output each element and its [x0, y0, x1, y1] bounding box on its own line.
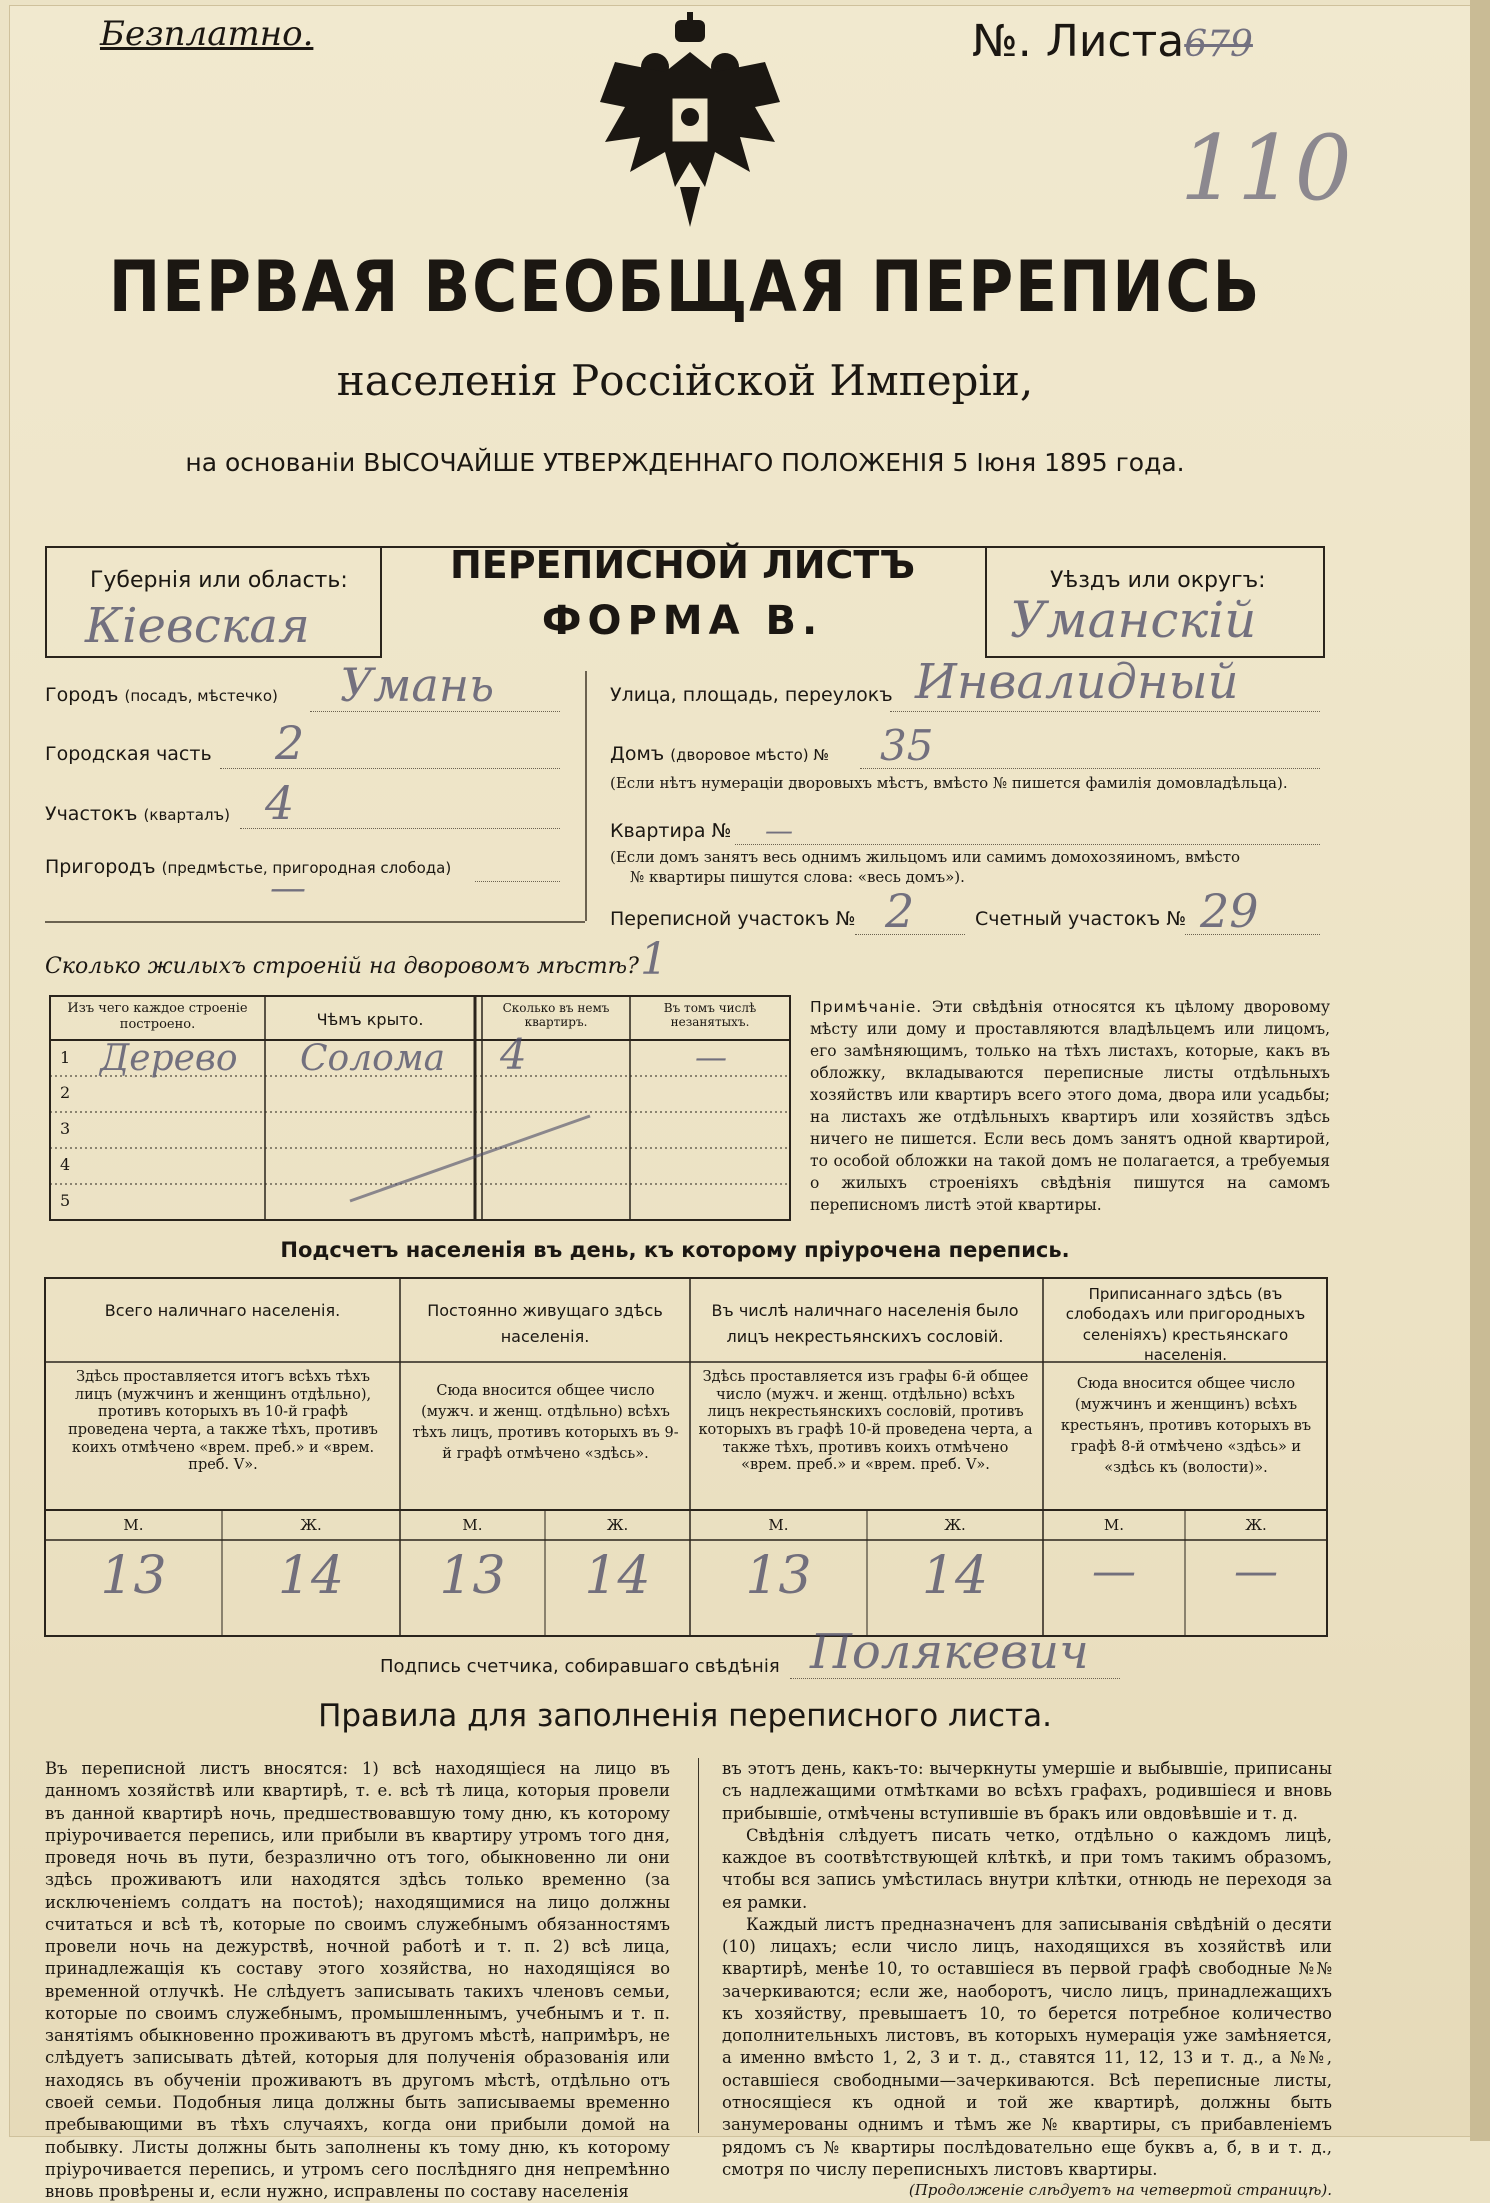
city-part-value: 2 [275, 716, 305, 770]
rules-right-paragraph: Каждый листъ предназначенъ для записыванія свѣдѣній о десяти (10) лицахъ; если число лицъ, находящихся въ хозяйствѣ или квартирѣ, менѣе 10, то оставшіеся въ первой графѣ свободные №№ зачеркиваются; если же, наоборотъ, число лицъ, принадлежащихъ къ хозяйству, превышаетъ 10, то берется потребное количество дополнительныхъ листовъ, въ которыхъ нумерація уже замѣняется, а именно вмѣсто 1, 2, 3 и т. д., ставятся 11, 12, 13 и т. д., а №№, оставшіеся свободными—зачеркиваются. Всѣ переписные листы, относящіеся къ одной и той же квартирѣ, должны быть занумерованы однимъ и тѣмъ же № квартиры, съ прибавленіемъ рядомъ съ № квартиры послѣдовательно еще буквъ а, б, в и т. д., смотря по числу переписныхъ листовъ квартиры. [722, 1914, 1332, 2179]
uchastok-line [240, 828, 560, 829]
pop-col-head: Всего наличнаго населенія. [104, 1301, 341, 1320]
box-inner-right-rule [985, 546, 987, 656]
row-number: 2 [60, 1083, 71, 1102]
street-line [890, 711, 1320, 712]
rules-continued-note: (Продолженіе слѣдуетъ на четвертой страницѣ). [908, 2181, 1332, 2200]
basis-line: на основаніи ВЫСОЧАЙШЕ УТВЕРЖДЕННАГО ПОЛОЖЕНІЯ 5 Іюня 1895 года. [185, 448, 1185, 477]
pop-value-m: — [1092, 1546, 1136, 1597]
rules-right-paragraph: Свѣдѣнія слѣдуетъ писать четко, отдѣльно о каждомъ лицѣ, каждое въ соотвѣтствующей клѣткѣ, и при томъ такимъ образомъ, чтобы вся запись умѣстилась внутри клѣтки, отнюдь не переходя за ея рамки. [722, 1825, 1332, 1912]
row-vacant: — [695, 1038, 727, 1076]
pop-value-m: 13 [745, 1546, 812, 1606]
box-right-rule [1323, 546, 1325, 656]
sheet-number-label-text: №. Листа [972, 16, 1185, 67]
city-value: Умань [340, 658, 495, 712]
prigorod-line [475, 881, 560, 882]
pop-col-desc: Здѣсь проставляется итогъ всѣхъ тѣхъ лицъ (мужчинъ и женщинъ отдѣльно), противъ которыхъ въ 10-й графѣ проведена черта, а также тѣхъ, противъ коихъ отмѣчено «врем. преб.» и «врем. преб. V». [68, 1369, 378, 1474]
box-bottom-left-rule [45, 656, 382, 658]
rules-title: Правила для заполненія переписного листа. [318, 1698, 1052, 1734]
pop-value-m: 13 [100, 1546, 167, 1606]
buildings-col1-header: Изъ чего каждое строеніе построено. [67, 1001, 248, 1032]
sheet-title: ПЕРЕПИСНОЙ ЛИСТЪ [449, 543, 916, 587]
buildings-note [810, 996, 1330, 1216]
buildings-col4-header: Въ томъ числѣ незанятыхъ. [663, 1001, 757, 1030]
house-hint: (Если нѣтъ нумераціи дворовыхъ мѣстъ, вмѣсто № пишется фамилія домовладѣльца). [610, 774, 1288, 792]
census-form-page [10, 6, 1475, 2202]
city-part-label: Городская часть [45, 743, 212, 765]
pop-sex-label: Ж. [1245, 1516, 1267, 1534]
note-text: Эти свѣдѣнія относятся къ цѣлому дворовому мѣсту или дому и проставляются владѣльцемъ или лицомъ, его замѣняющимъ, только на тѣхъ листахъ, которые, какъ въ обложку, вкладываются переписные листы отдѣльныхъ хозяйствъ или квартиръ всего этого дома, двора или усадьбы; на листахъ же отдѣльныхъ квартиръ или хозяйствъ здѣсь ничего не пишется. Если весь домъ занятъ одной квартирой, то особой обложки на такой домъ не полагается, а требуемыя о жилыхъ строеніяхъ свѣдѣнія пишутся на самомъ переписномъ листѣ этой квартиры. [810, 998, 1330, 1214]
pop-col-head: Въ числѣ наличнаго населенія было лицъ некрестьянскихъ сословій. [711, 1301, 1019, 1346]
house-field [610, 743, 829, 765]
note-head: Примѣчаніе. [810, 998, 923, 1016]
pop-col-desc: Здѣсь проставляется изъ графы 6-й общее число (мужч. и женщ. отдѣльно) всѣхъ лицъ некрестьянскихъ сословій, противъ которыхъ въ графѣ 10-й проведена черта, а также тѣхъ, противъ коихъ отмѣчено «врем. преб.» и «врем. преб. V». [698, 1369, 1033, 1474]
house-value: 35 [880, 721, 934, 770]
box-left-rule [45, 546, 47, 656]
pop-sex-label: Ж. [606, 1516, 629, 1534]
sheet-number-label [972, 16, 1253, 67]
rules-right-column [722, 1758, 1332, 2200]
prigorod-label: Пригородъ [45, 856, 156, 878]
prigorod-note: (предмѣстье, пригородная слобода) [161, 859, 452, 877]
buildings-col2-header: Чѣмъ крыто. [316, 1010, 424, 1029]
rules-divider [698, 1758, 699, 2133]
rules-right-paragraph: въ этотъ день, какъ-то: вычеркнуты умершіе и выбывшіе, приписаны съ надлежащими отмѣтками во всѣхъ графахъ, родившіеся и вновь прибывшіе, отмѣчены вступившіе въ бракъ или овдовѣвшіе и т. д. [722, 1759, 1332, 1823]
pop-value-m: 13 [439, 1546, 506, 1606]
pop-value-f: 14 [921, 1546, 989, 1606]
pop-value-f: — [1234, 1546, 1278, 1597]
row-roof: Солома [300, 1038, 446, 1079]
prigorod-value: — [270, 868, 306, 909]
sheet-number-value: 679 [1184, 24, 1253, 65]
uchastok-field [45, 803, 230, 825]
buildings-question-text: Сколько жилыхъ строеній на дворовомъ мѣстѣ? [45, 954, 639, 979]
pop-value-f: 14 [584, 1546, 651, 1606]
building-row [60, 1083, 70, 1102]
row-material: Дерево [100, 1038, 238, 1079]
apartment-value: — [765, 814, 793, 847]
house-line [860, 768, 1320, 769]
census-district-value: 2 [885, 884, 915, 938]
street-value: Инвалидный [915, 654, 1239, 710]
uezd-value: Уманскій [1010, 591, 1257, 649]
pop-sex-label: Ж. [300, 1516, 322, 1534]
pop-col-head: Приписаннаго здѣсь (въ слободахъ или пригородныхъ селеніяхъ) крестьянскаго населенія. [1065, 1285, 1306, 1364]
city-label: Городъ [45, 684, 119, 706]
address-bottom-rule [45, 921, 585, 923]
count-district-line [1185, 934, 1320, 935]
handwritten-page-number: 110 [1180, 116, 1352, 221]
pop-col-desc: Сюда вносится общее число (мужч. и женщ. отдѣльно) всѣхъ тѣхъ лицъ, противъ которыхъ въ 9-й графѣ отмѣчено «здѣсь». [412, 1383, 679, 1463]
city-field [45, 684, 278, 706]
apartment-hint-2: № квартиры пишутся слова: «весь домъ»). [630, 868, 965, 886]
count-district-value: 29 [1200, 884, 1259, 938]
street-label: Улица, площадь, переулокъ [610, 684, 893, 706]
uchastok-note: (кварталъ) [143, 806, 230, 824]
uchastok-label: Участокъ [45, 803, 138, 825]
main-title: ПЕРВАЯ ВСЕОБЩАЯ ПЕРЕПИСЬ [108, 246, 1262, 328]
buildings-answer: 1 [640, 934, 668, 985]
building-row [60, 1030, 780, 1080]
house-note: (дворовое мѣсто) № [670, 746, 830, 764]
buildings-col3-header: Сколько въ немъ квартиръ. [502, 1001, 610, 1030]
population-title: Подсчетъ населенія въ день, къ которому пріурочена перепись. [280, 1238, 1070, 1262]
gubernia-label: Губернія или область: [90, 568, 348, 593]
uezd-label: Уѣздъ или округъ: [1050, 568, 1266, 593]
row-number: 3 [60, 1119, 71, 1138]
page-edge [1470, 0, 1490, 2141]
signature-line [790, 1678, 1120, 1679]
apartment-hint-1: (Если домъ занятъ весь однимъ жильцомъ или самимъ домохозяиномъ, вмѣсто [610, 848, 1241, 866]
city-part-line [220, 768, 560, 769]
pop-sex-label: М. [462, 1516, 483, 1534]
pop-sex-label: Ж. [944, 1516, 966, 1534]
pop-sex-label: М. [768, 1516, 789, 1534]
building-row [60, 1155, 70, 1174]
pop-value-f: 14 [277, 1546, 345, 1606]
row-number: 5 [60, 1191, 71, 1210]
rules-left-column: Въ переписной листъ вносятся: 1) всѣ находящіеся на лицо въ данномъ хозяйствѣ или квартирѣ, т. е. всѣ тѣ лица, которыя провели въ данной квартирѣ ночь, предшествовавшую тому дню, къ которому пріурочивается перепись, или прибыли въ квартиру утромъ того дня, проведя ночь въ пути, безразлично отъ того, обыкновенно ли они здѣсь проживаютъ или находятся здѣсь только временно (за исключеніемъ солдатъ на постоѣ); находящимися на лицо должны считаться и всѣ тѣ, которые по своимъ служебнымъ обязанностямъ провели ночь на дежурствѣ, ночной работѣ и т. п. 2) всѣ лица, принадлежащія къ составу этого хозяйства, но находящіяся во временной отлучкѣ. Не слѣдуетъ записывать такихъ членовъ семьи, которые по своимъ служебнымъ, промышленнымъ, учебнымъ и т. п. занятіямъ обыкновенно проживаютъ въ другомъ мѣстѣ, напримѣръ, не слѣдуетъ записывать дѣтей, которыя для полученія образованія или находясь въ обученіи проживаютъ въ другомъ мѣстѣ, отдѣльно отъ своей семьи. Подобныя лица должны быть записываемы временно пребывающими въ тѣхъ случаяхъ, когда они прибыли домой на побывку. Листы должны быть заполнены къ тому дню, къ которому пріурочивается перепись, и утромъ сего послѣдняго дня непремѣнно вновь провѣрены и, если нужно, исправлены по составу населенія [45, 1759, 670, 2202]
apartment-label: Квартира № [610, 820, 732, 842]
apartment-line [735, 844, 1320, 845]
census-district-line [855, 934, 965, 935]
pop-sex-label: М. [1103, 1516, 1125, 1534]
uchastok-value: 4 [265, 776, 295, 830]
city-line [310, 711, 560, 712]
buildings-question [45, 954, 639, 979]
pop-sex-label: М. [123, 1516, 144, 1534]
building-row [60, 1119, 70, 1138]
row-apartments: 4 [500, 1030, 527, 1079]
row-number: 4 [60, 1155, 71, 1174]
pop-col-desc: Сюда вносится общее число (мужчинъ и женщинъ) всѣхъ крестьянъ, противъ которыхъ въ графѣ 8-й отмѣчено «здѣсь» и «здѣсь къ (волости)». [1060, 1376, 1312, 1477]
address-divider [585, 671, 587, 921]
city-note: (посадъ, мѣстечко) [124, 687, 278, 705]
census-district-label: Переписной участокъ № [610, 908, 856, 930]
prigorod-field [45, 856, 451, 878]
double-headed-eagle-emblem [595, 12, 785, 237]
signature-label: Подпись счетчика, собиравшаго свѣдѣнія [380, 1656, 780, 1677]
row-number: 1 [60, 1048, 71, 1067]
pop-col-head: Постоянно живущаго здѣсь населенія. [427, 1301, 663, 1346]
house-label: Домъ [610, 743, 665, 765]
free-label: Безплатно. [100, 14, 314, 54]
building-row [60, 1191, 70, 1210]
gubernia-value: Кіевская [85, 598, 310, 654]
count-district-label: Счетный участокъ № [975, 908, 1187, 930]
form-name: ФОРМА В. [541, 598, 824, 644]
signature-value: Полякевич [810, 1624, 1089, 1680]
subtitle: населенія Россійской Имперіи, [336, 356, 1034, 405]
